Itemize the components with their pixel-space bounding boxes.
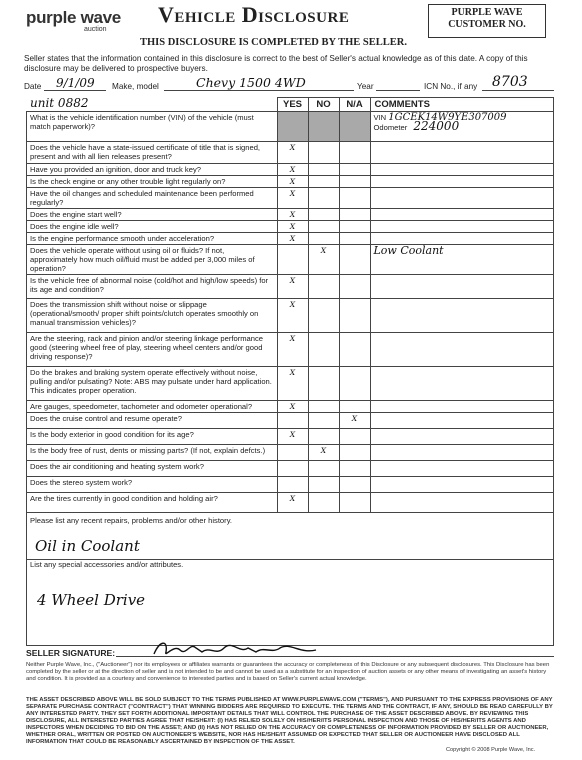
yes-header: YES xyxy=(277,98,308,112)
yes-checkbox[interactable] xyxy=(277,142,308,164)
x-mark: X xyxy=(289,402,296,411)
no-checkbox[interactable] xyxy=(308,445,339,461)
question-header xyxy=(27,98,278,112)
logo-brand: purple wave xyxy=(26,8,121,27)
make-line xyxy=(164,90,354,91)
odometer-label: Odometer xyxy=(373,123,408,132)
question-text: Does the cruise control and resume operate? xyxy=(27,413,278,429)
vin-yes-cell xyxy=(277,112,308,142)
yes-checkbox[interactable] xyxy=(277,188,308,209)
na-checkbox[interactable] xyxy=(339,221,370,233)
terms-text: THE ASSET DESCRIBED ABOVE WILL BE SOLD SUBJECT TO THE TERMS PUBLISHED AT WWW.PURPLEWAVE.COM ("TERMS"), AND PURSUANT TO THE EXPRESS PROVISIONS OF ANY SEPARATE PURCHASE CONTRACT ("CONTRACT") THAT WINNING BIDDERS ARE REQUIRED TO EXECUTE. THE TERMS AND THE CONTRACT, IF ANY, SHOULD BE READ CAREFULLY BY ANY INTERESTED PARTY. THEY SET FORTH ADDITIONAL IMPORTANT DETAILS THAT WILL CONTROL THE PURCHASE OF THE ASSET DESCRIBED ABOVE. BY REVIEWING THIS DISCLOSURE, ALL INTERESTED PARTIES AGREE THAT HE/SHE/IT: (I) HAS RELIED SOLELY ON HIS/HER/ITS PERSONAL INSPECTION AND THOSE OF HIS/HER/ITS AGENTS AND INSPECTORS WHEN DECIDING TO BID ON THE ASSET; AND (II) HAS NOT RELIED ON THE ACCURACY OR COMPLETENESS OF INFORMATION PROVIDED BY SELLER OR AUCTIONEER, WHETHER ORAL, WRITTEN OR POSTED ON AUCTIONEER'S WEBSITE, NOR HAS HE/SHE/IT ASSUMED OR EXPECTED THAT SELLER OR AUCTIONEER HAVE DISCLOSED ALL INFORMATION THAT COULD BE REASONABLY ASCERTAINED BY INSPECTION OF THE ASSET. xyxy=(26,697,553,745)
x-mark: X xyxy=(289,430,296,439)
x-mark: X xyxy=(289,334,296,343)
comment-field[interactable] xyxy=(370,188,554,209)
date-field[interactable]: 9/1/09 xyxy=(56,76,95,90)
comment-field[interactable] xyxy=(370,275,554,299)
year-label: Year xyxy=(357,82,374,91)
logo-sub: auction xyxy=(84,26,107,33)
question-text: Does the air conditioning and heating system work? xyxy=(27,461,278,477)
comment-field[interactable] xyxy=(370,445,554,461)
seller-signature-label: SELLER SIGNATURE: xyxy=(26,648,116,658)
na-checkbox[interactable] xyxy=(339,401,370,413)
vin-field[interactable]: 1GCEK14W9YE307009 xyxy=(388,112,507,123)
question-text: Is the body free of rust, dents or missing parts? (If not, explain defcts.) xyxy=(27,445,278,461)
yes-checkbox[interactable] xyxy=(277,401,308,413)
yes-checkbox[interactable] xyxy=(277,333,308,367)
na-checkbox[interactable] xyxy=(339,461,370,477)
no-header: NO xyxy=(308,98,339,112)
table-header-row xyxy=(27,98,554,112)
question-row xyxy=(27,221,554,233)
question-text: Does the engine idle well? xyxy=(27,221,278,233)
yes-checkbox[interactable] xyxy=(277,461,308,477)
comment-field[interactable] xyxy=(370,233,554,245)
question-text: Is the vehicle free of abnormal noise (cold/hot and high/low speeds) for its age and condition? xyxy=(27,275,278,299)
no-checkbox[interactable] xyxy=(308,299,339,333)
na-checkbox[interactable] xyxy=(339,164,370,176)
yes-checkbox[interactable] xyxy=(277,164,308,176)
comments-header: COMMENTS xyxy=(370,98,554,112)
yes-checkbox[interactable] xyxy=(277,275,308,299)
comment-field[interactable] xyxy=(370,142,554,164)
x-mark: X xyxy=(289,234,296,243)
seller-signature-image[interactable] xyxy=(150,636,320,660)
question-text: Are the steering, rack and pinion and/or steering linkage performance good (steering wheel free of play, steering wheel centers and/or good driving response)? xyxy=(27,333,278,367)
recent-repairs-field[interactable]: Oil in Coolant xyxy=(35,537,140,555)
yes-checkbox[interactable] xyxy=(277,493,308,513)
question-row xyxy=(27,164,554,176)
na-checkbox[interactable] xyxy=(339,445,370,461)
yes-checkbox[interactable] xyxy=(277,176,308,188)
question-row xyxy=(27,188,554,209)
question-text: Is the body exterior in good condition for its age? xyxy=(27,429,278,445)
question-row xyxy=(27,477,554,493)
yes-checkbox[interactable] xyxy=(277,221,308,233)
x-mark: X xyxy=(289,210,296,219)
no-checkbox[interactable] xyxy=(308,275,339,299)
question-row xyxy=(27,333,554,367)
no-checkbox[interactable] xyxy=(308,413,339,429)
no-checkbox[interactable] xyxy=(308,176,339,188)
vin-row xyxy=(27,112,554,142)
comment-field[interactable] xyxy=(370,333,554,367)
question-row xyxy=(27,142,554,164)
yes-checkbox[interactable] xyxy=(277,299,308,333)
yes-checkbox[interactable] xyxy=(277,429,308,445)
icn-line xyxy=(482,90,554,91)
accessories-field[interactable]: 4 Wheel Drive xyxy=(37,591,146,609)
date-label: Date xyxy=(24,82,42,91)
recent-history-box xyxy=(26,513,554,646)
na-checkbox[interactable] xyxy=(339,245,370,275)
comment-field[interactable] xyxy=(370,461,554,477)
na-checkbox[interactable] xyxy=(339,493,370,513)
no-checkbox[interactable] xyxy=(308,367,339,401)
no-checkbox[interactable] xyxy=(308,493,339,513)
icn-field[interactable]: 8703 xyxy=(492,74,528,90)
odometer-field[interactable]: 224000 xyxy=(413,119,460,133)
question-row xyxy=(27,209,554,221)
customer-box-line1: PURPLE WAVE xyxy=(451,7,523,18)
question-text: Does the engine start well? xyxy=(27,209,278,221)
date-line xyxy=(44,90,106,91)
vin-label: VIN xyxy=(373,113,387,122)
na-checkbox[interactable] xyxy=(339,333,370,367)
comment-field[interactable] xyxy=(370,176,554,188)
vin-na-cell xyxy=(339,112,370,142)
x-mark: X xyxy=(351,414,358,423)
intro-text: Seller states that the information contained in this disclosure is correct to the best of Seller's actual knowledge as of this date. A copy of this disclosure may be delivered to prospective buyers. xyxy=(24,54,528,73)
question-text: Are the tires currently in good condition and holding air? xyxy=(27,493,278,513)
x-mark: X xyxy=(289,165,296,174)
icn-label: ICN No., if any xyxy=(424,82,478,91)
x-mark: X xyxy=(289,300,296,309)
no-checkbox[interactable] xyxy=(308,221,339,233)
na-checkbox[interactable] xyxy=(339,142,370,164)
x-mark: X xyxy=(289,177,296,186)
purple-wave-logo xyxy=(26,8,136,42)
comment-field[interactable]: Low Coolant xyxy=(370,245,554,275)
no-checkbox[interactable] xyxy=(308,188,339,209)
na-checkbox[interactable] xyxy=(339,275,370,299)
x-mark: X xyxy=(320,246,327,255)
question-row xyxy=(27,233,554,245)
na-checkbox[interactable] xyxy=(339,413,370,429)
comment-field[interactable] xyxy=(370,413,554,429)
copyright-text: Copyright © 2008 Purple Wave, Inc. xyxy=(446,747,536,753)
yes-checkbox[interactable] xyxy=(277,209,308,221)
question-text: Does the stereo system work? xyxy=(27,477,278,493)
x-mark: X xyxy=(289,494,296,503)
vin-no-cell xyxy=(308,112,339,142)
na-checkbox[interactable] xyxy=(339,367,370,401)
x-mark: X xyxy=(289,189,296,198)
no-checkbox[interactable] xyxy=(308,209,339,221)
question-row xyxy=(27,245,554,275)
question-row xyxy=(27,461,554,477)
na-checkbox[interactable] xyxy=(339,299,370,333)
no-checkbox[interactable] xyxy=(308,245,339,275)
disclosure-table xyxy=(26,97,554,513)
comment-field[interactable] xyxy=(370,299,554,333)
comment-field[interactable] xyxy=(370,493,554,513)
question-row xyxy=(27,299,554,333)
comment-field[interactable] xyxy=(370,164,554,176)
page-title: Vehicle Disclosure xyxy=(158,2,350,27)
make-label: Make, model xyxy=(112,82,159,91)
yes-checkbox[interactable] xyxy=(277,413,308,429)
question-text: Is the check engine or any other trouble light regularly on? xyxy=(27,176,278,188)
question-row xyxy=(27,445,554,461)
question-text: Are gauges, speedometer, tachometer and odometer operational? xyxy=(27,401,278,413)
no-checkbox[interactable] xyxy=(308,461,339,477)
question-row xyxy=(27,413,554,429)
customer-box-line2: CUSTOMER NO. xyxy=(448,19,526,30)
comment-field[interactable] xyxy=(370,429,554,445)
vin-comment-cell xyxy=(370,112,554,142)
x-mark: X xyxy=(289,276,296,285)
question-row xyxy=(27,429,554,445)
x-mark: X xyxy=(320,446,327,455)
vin-question: What is the vehicle identification number (VIN) of the vehicle (must match paperwork)? xyxy=(27,112,278,142)
question-text: Have you provided an ignition, door and truck key? xyxy=(27,164,278,176)
customer-number-box[interactable] xyxy=(428,4,546,38)
yes-checkbox[interactable] xyxy=(277,245,308,275)
no-checkbox[interactable] xyxy=(308,429,339,445)
na-checkbox[interactable] xyxy=(339,209,370,221)
no-checkbox[interactable] xyxy=(308,401,339,413)
na-checkbox[interactable] xyxy=(339,477,370,493)
x-mark: X xyxy=(289,143,296,152)
subtitle: THIS DISCLOSURE IS COMPLETED BY THE SELLER. xyxy=(140,37,407,48)
na-checkbox[interactable] xyxy=(339,233,370,245)
comment-field[interactable] xyxy=(370,209,554,221)
question-text: Does the vehicle have a state-issued certificate of title that is signed, present and with all lien releases present? xyxy=(27,142,278,164)
no-checkbox[interactable] xyxy=(308,142,339,164)
question-row xyxy=(27,493,554,513)
x-mark: X xyxy=(289,222,296,231)
question-text: Do the brakes and braking system operate effectively without noise, pulling and/or pulsating? Note: ABS may pulsate under hard application. This indicates proper operation. xyxy=(27,367,278,401)
recent-repairs-label: Please list any recent repairs, problems and/or other history. xyxy=(30,516,233,525)
yes-checkbox[interactable] xyxy=(277,233,308,245)
yes-checkbox[interactable] xyxy=(277,445,308,461)
comment-field[interactable] xyxy=(370,401,554,413)
disclaimer-text: Neither Purple Wave, Inc., ("Auctioneer") nor its employees or affiliates warrants or guarantees the accuracy or completeness of this Disclosure or any subsequent disclosures. This Disclosure has been completed by the seller or at the direction of seller and is not intended to be and cannot be used as a substitute for an inspection of auction assets or any other means of investigating an asset's history and condition. It is provided as a courtesy and convenience to interested parties and is based on Seller's current actual knowledge. xyxy=(26,662,550,682)
year-line xyxy=(376,90,420,91)
no-checkbox[interactable] xyxy=(308,233,339,245)
accessories-label: List any special accessories and/or attributes. xyxy=(30,560,184,569)
no-checkbox[interactable] xyxy=(308,164,339,176)
question-row xyxy=(27,367,554,401)
x-mark: X xyxy=(289,368,296,377)
na-checkbox[interactable] xyxy=(339,429,370,445)
question-text: Have the oil changes and scheduled maintenance been performed regularly? xyxy=(27,188,278,209)
unit-number: unit 0882 xyxy=(30,96,89,110)
question-text: Is the engine performance smooth under acceleration? xyxy=(27,233,278,245)
question-text: Does the transmission shift without noise or slippage (operational/smooth/ proper shift points/clutch operates smoothly on manual transmission vehicles)? xyxy=(27,299,278,333)
comment-field[interactable] xyxy=(370,221,554,233)
yes-checkbox[interactable] xyxy=(277,477,308,493)
no-checkbox[interactable] xyxy=(308,333,339,367)
question-text: Does the vehicle operate without using oil or fluids? If not, approximately how much oil/fluid must be added per 3,000 miles of operation? xyxy=(27,245,278,275)
question-row xyxy=(27,275,554,299)
question-row xyxy=(27,401,554,413)
na-checkbox[interactable] xyxy=(339,188,370,209)
na-header: N/A xyxy=(339,98,370,112)
question-row xyxy=(27,176,554,188)
na-checkbox[interactable] xyxy=(339,176,370,188)
comment-field[interactable] xyxy=(370,477,554,493)
yes-checkbox[interactable] xyxy=(277,367,308,401)
make-field[interactable]: Chevy 1500 4WD xyxy=(196,75,306,90)
comment-field[interactable] xyxy=(370,367,554,401)
no-checkbox[interactable] xyxy=(308,477,339,493)
